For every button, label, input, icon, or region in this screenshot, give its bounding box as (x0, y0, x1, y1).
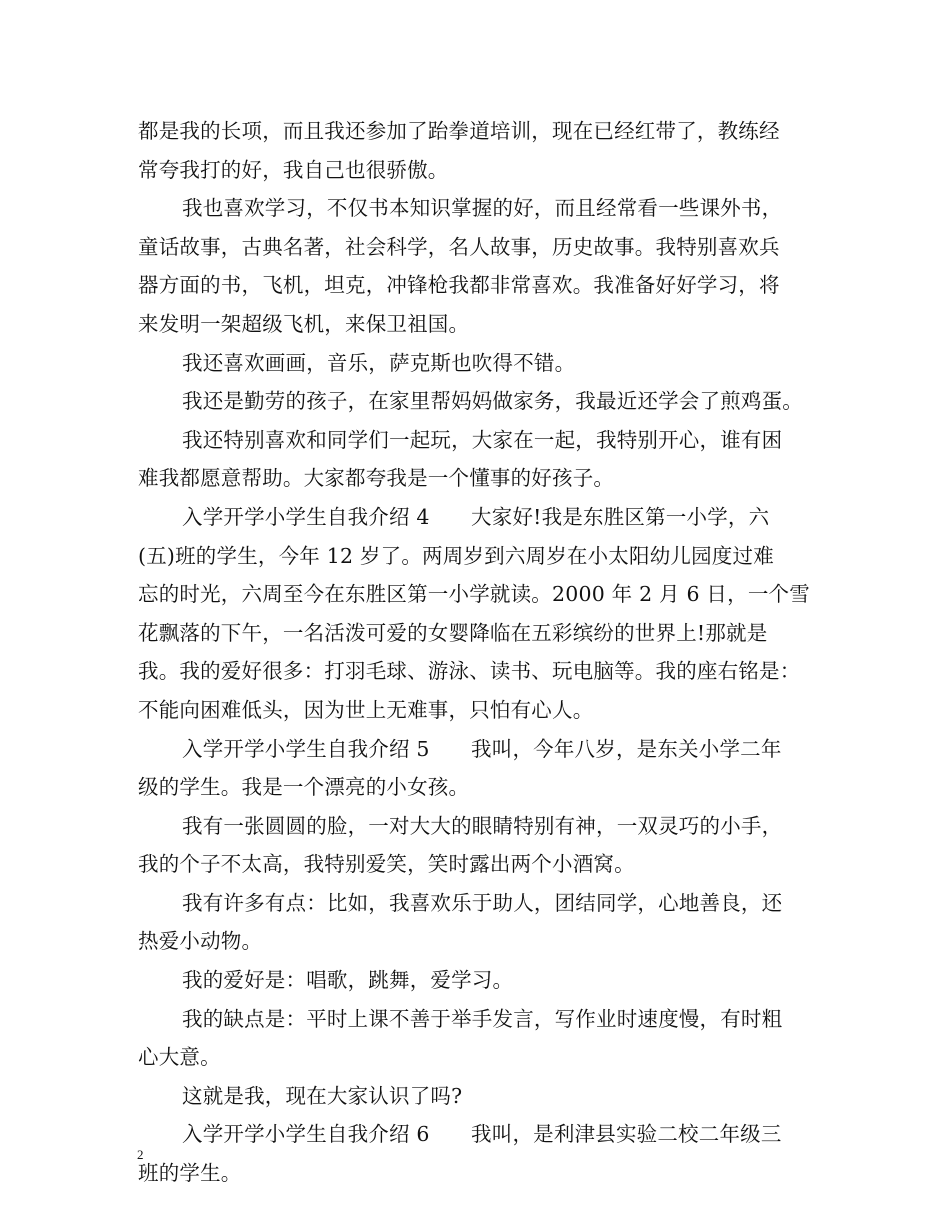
text-line: 心大意。 (138, 1045, 221, 1070)
text-line: 我的个子不太高，我特别爱笑，笑时露出两个小酒窝。 (138, 852, 635, 877)
text-line: 这就是我，现在大家认识了吗? (182, 1083, 463, 1108)
text-line: 班的学生。 (138, 1161, 242, 1186)
text-line: 都是我的长项，而且我还参加了跆拳道培训，现在已经红带了，教练经 (138, 119, 780, 143)
text-line: 来发明一架超级飞机，来保卫祖国。 (138, 311, 470, 336)
text-line: 我还喜欢画画，音乐，萨克斯也吹得不错。 (182, 350, 576, 375)
text-line: 我还是勤劳的孩子，在家里帮妈妈做家务，我最近还学会了煎鸡蛋。 (182, 389, 803, 414)
text-line: 我有许多有点：比如，我喜欢乐于助人，团结同学，心地善良，还 (182, 890, 783, 915)
text-line: 我有一张圆圆的脸，一对大大的眼睛特别有神，一双灵巧的小手， (182, 813, 783, 838)
text-line: 我的爱好是：唱歌，跳舞，爱学习。 (182, 968, 514, 993)
text-line: (五)班的学生，今年 12 岁了。两周岁到六周岁在小太阳幼儿园度过难 (138, 543, 774, 568)
text-line: 我的缺点是：平时上课不善于举手发言，写作业时速度慢，有时粗 (182, 1006, 783, 1031)
text-line: 忘的时光，六周至今在东胜区第一小学就读。2000 年 2 月 6 日，一个雪 (138, 582, 810, 607)
page-number: 2 (137, 1147, 144, 1162)
text-line: 我还特别喜欢和同学们一起玩，大家在一起，我特别开心，谁有困 (182, 427, 783, 452)
text-line: 我也喜欢学习，不仅书本知识掌握的好，而且经常看一些课外书， (182, 196, 783, 221)
text-line: 花飘落的下午，一名活泼可爱的女婴降临在五彩缤纷的世界上!那就是 (138, 620, 768, 645)
text-line: 不能向困难低头，因为世上无难事，只怕有心人。 (138, 697, 594, 722)
text-line: 级的学生。我是一个漂亮的小女孩。 (138, 775, 470, 800)
text-line: 入学开学小学生自我介绍 4 大家好!我是东胜区第一小学，六 (182, 504, 770, 529)
text-line: 我。我的爱好很多：打羽毛球、游泳、读书、玩电脑等。我的座右铭是： (138, 659, 801, 684)
text-line: 器方面的书，飞机，坦克，冲锋枪我都非常喜欢。我准备好好学习，将 (138, 273, 780, 298)
text-line: 热爱小动物。 (138, 929, 263, 954)
text-line: 常夸我打的好，我自己也很骄傲。 (138, 157, 449, 182)
document-body (138, 112, 828, 1193)
text-line: 入学开学小学生自我介绍 5 我叫，今年八岁，是东关小学二年 (182, 736, 782, 761)
text-line: 难我都愿意帮助。大家都夸我是一个懂事的好孩子。 (138, 466, 615, 491)
text-line: 入学开学小学生自我介绍 6 我叫，是利津县实验二校二年级三 (182, 1122, 782, 1147)
text-line: 童话故事，古典名著，社会科学，名人故事，历史故事。我特别喜欢兵 (138, 234, 780, 259)
